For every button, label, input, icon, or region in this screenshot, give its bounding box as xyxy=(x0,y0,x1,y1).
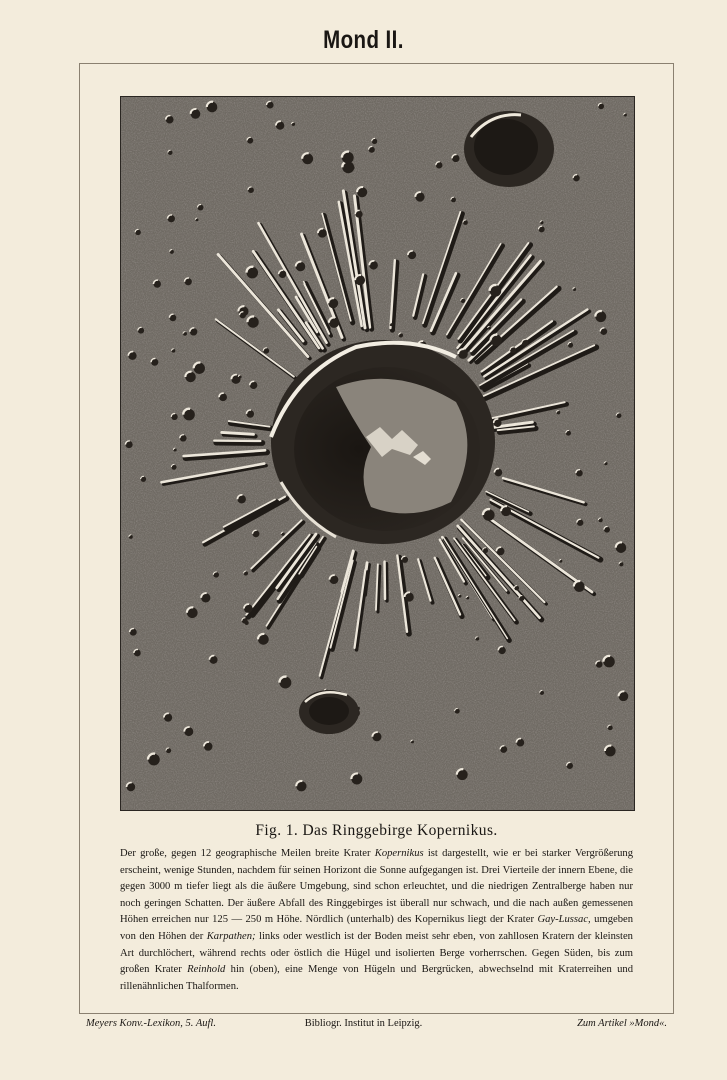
ridge-highlight xyxy=(222,432,254,434)
crater-illustration xyxy=(121,97,634,810)
footer-publisher: Bibliogr. Institut in Leipzig. xyxy=(304,1018,423,1029)
footer-publication: Meyers Konv.-Lexikon, 5. Aufl. xyxy=(86,1018,216,1029)
figure-caption: Fig. 1. Das Ringgebirge Kopernikus. xyxy=(255,822,498,839)
copernicus-crater xyxy=(271,340,495,544)
footer-article-reference: Zum Artikel »Mond«. xyxy=(577,1018,667,1029)
page-title: Mond II. xyxy=(323,26,404,54)
reinhold-crater xyxy=(464,111,554,187)
figure-plate xyxy=(120,96,635,811)
gay-lussac-crater xyxy=(299,690,359,734)
description-text xyxy=(120,846,633,995)
description-paragraph: Der große, gegen 12 geographische Meilen breite Krater Kopernikus ist dargestellt, wie er bei starker Vergrößerung erscheint, wenige Stunden, nachdem für seinen Horizont die Sonne aufgegangen ist. Drei Vierteile der innern Ebene, die gegen 3000 m tiefer liegt als die äußere Umgebung, sind schon erleuchtet, und die niedrigen Zentralberge haben nur noch geringen Schatten. Der äußere Abfall des Ringgebirges ist überall nur schwach, und die nach außen gemessenen Höhen erreichen nur 125 — 250 m Höhe. Nördlich (unterhalb) des Kopernikus liegt der Krater Gay-Lussac, umgeben von den Höhen der Karpathen; links oder westlich ist der Boden meist sehr eben, von zahllosen Kratern der kleinsten Art durchlöchert, während rechts oder östlich die Hügel und isolierten Berge vorherrschen. Gegen Süden, bis zum großen Krater Reinhold hin (oben), eine Menge von Hügeln und Bergrücken, abwechselnd mit Kraterreihen und rillenähnlichen Thalformen. xyxy=(120,848,633,992)
